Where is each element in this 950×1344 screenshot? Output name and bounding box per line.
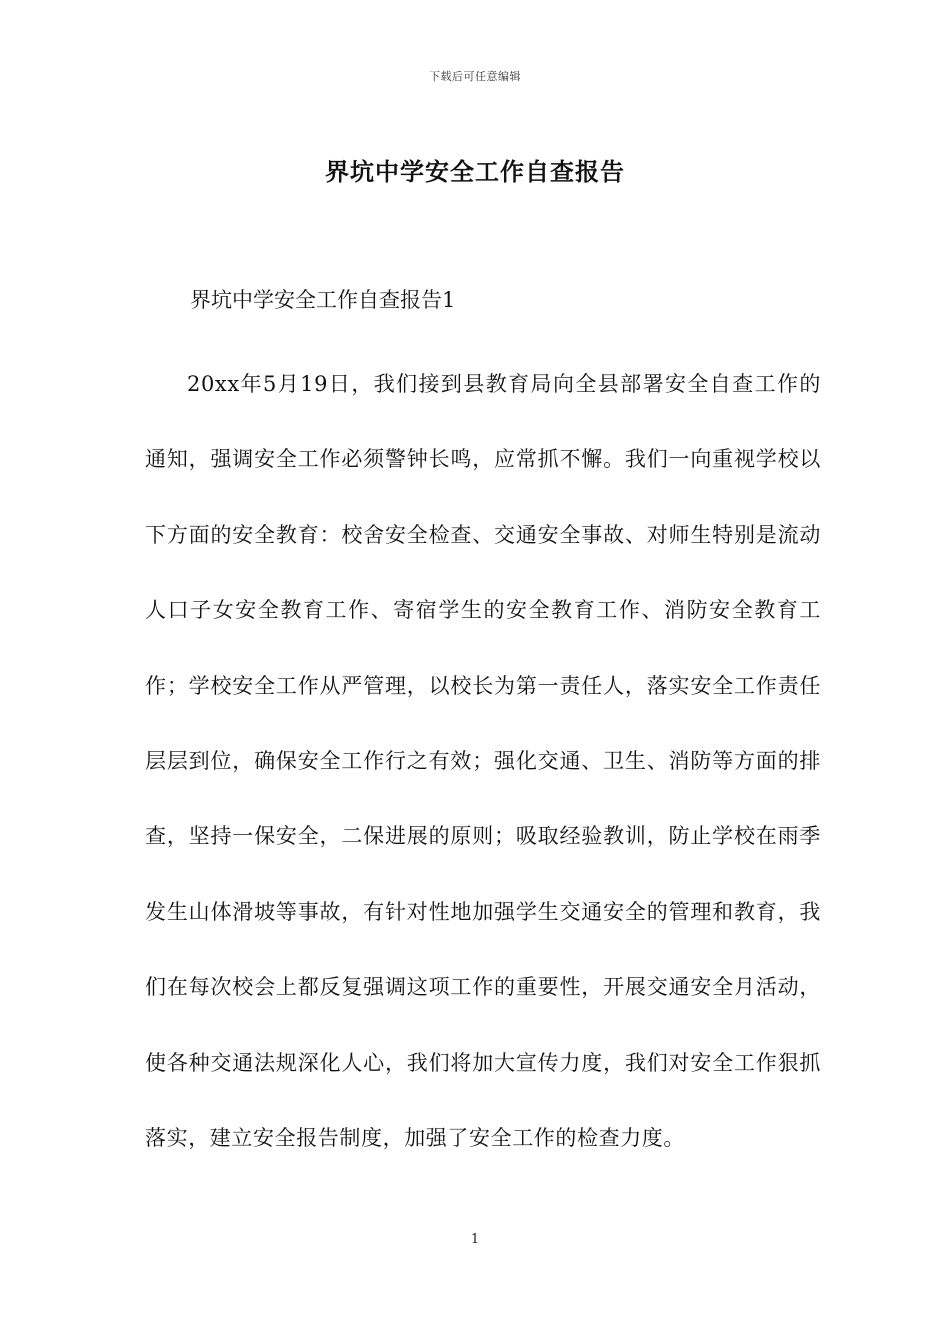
page-number: 1 xyxy=(470,1232,480,1247)
section-heading: 界坑中学安全工作自查报告1 xyxy=(190,288,456,312)
body-paragraph: 20xx年5月19日，我们接到县教育局向全县部署安全自查工作的通知，强调安全工作必须警钟长鸣，应常抓不懈。我们一向重视学校以下方面的安全教育：校舍安全检查、交通安全事故、对师生特别是流动人口子女安全教育工作、寄宿学生的安全教育工作、消防安全教育工作；学校安全工作从严管理，以校长为第一责任人，落实安全工作责任层层到位，确保安全工作行之有效；强化交通、卫生、消防等方面的排查，坚持一保安全，二保进展的原则；吸取经验教训，防止学校在雨季发生山体滑坡等事故，有针对性地加强学生交通安全的管理和教育，我们在每次校会上都反复强调这项工作的重要性，开展交通安全月活动，使各种交通法规深化人心，我们将加大宣传力度，我们对安全工作狠抓落实，建立安全报告制度，加强了安全工作的检查力度。 xyxy=(145,372,821,1151)
document-title: 界坑中学安全工作自查报告 xyxy=(325,157,625,186)
header-note: 下载后可任意编辑 xyxy=(429,70,521,83)
